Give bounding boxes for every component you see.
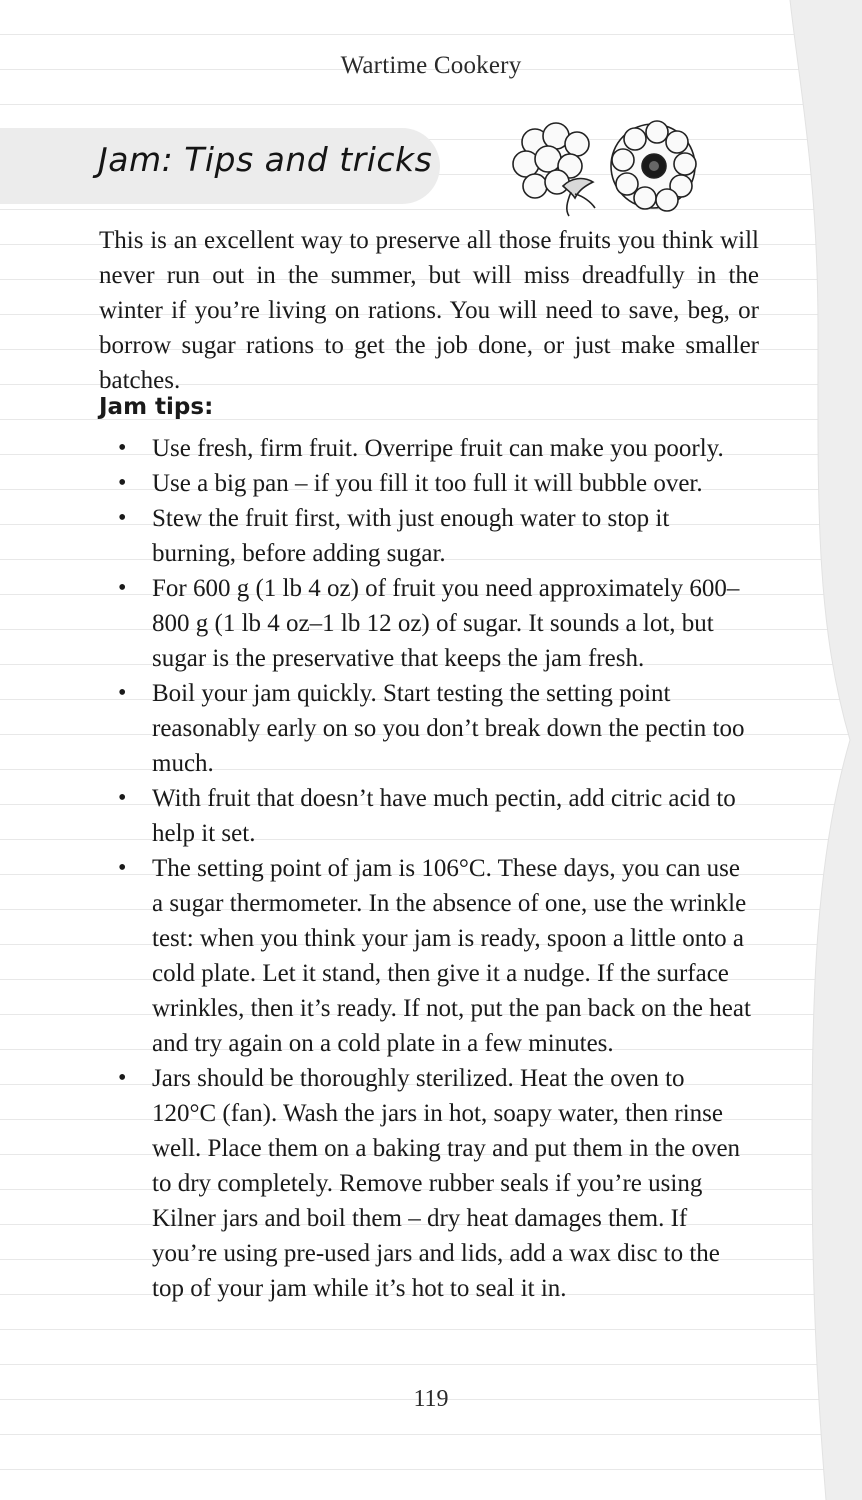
bullet-icon: • — [118, 785, 127, 811]
tip-text: Jars should be thoroughly sterilized. Heat the oven to 120°C (fan). Wash the jars in hot, soapy water, then rinse well. Place them on a baking tray and put them in the oven to dry completely. Remove rubber seals if you’re using Kilner jars and boil them – dry heat damages them. If you’re using pre-used jars and lids, add a wax disc to the top of your jam while it’s hot to seal it in. — [152, 1065, 741, 1302]
tip-item — [99, 571, 754, 676]
bullet-icon: • — [118, 505, 127, 531]
tip-item — [99, 501, 754, 571]
section-heading: Jam tips: — [99, 394, 214, 420]
raspberry-illustration-icon — [505, 114, 700, 218]
intro-paragraph: This is an excellent way to preserve all those fruits you think will never run out in the summer, but will miss dreadfully in the winter if you’re living on rations. You will need to save, beg, or borrow sugar rations to get the job done, or just make smaller batches. — [99, 227, 759, 394]
tip-text: Stew the fruit first, with just enough water to stop it burning, before adding sugar. — [152, 505, 670, 567]
running-header: Wartime Cookery — [340, 52, 522, 79]
tip-text: Boil your jam quickly. Start testing the setting point reasonably early on so you don’t break down the pectin too much. — [152, 680, 745, 777]
page-title: Jam: Tips and tricks — [98, 140, 433, 179]
bullet-icon: • — [118, 680, 127, 706]
tip-item — [99, 676, 754, 781]
page-number: 119 — [413, 1386, 449, 1412]
tip-text: Use fresh, firm fruit. Overripe fruit can make you poorly. — [152, 435, 724, 462]
bullet-icon: • — [118, 855, 127, 881]
tips-list — [99, 431, 754, 1306]
tip-text: With fruit that doesn’t have much pectin, add citric acid to help it set. — [152, 785, 736, 847]
bullet-icon: • — [118, 435, 127, 461]
bullet-icon: • — [118, 470, 127, 496]
tip-text: The setting point of jam is 106°C. These days, you can use a sugar thermometer. In the absence of one, use the wrinkle test: when you think your jam is ready, spoon a little onto a cold plate. Let it stand, then give it a nudge. If the surface wrinkles, then it’s ready. If not, put the pan back on the heat and try again on a cold plate in a few minutes. — [152, 855, 751, 1057]
tip-item — [99, 1061, 754, 1306]
tip-text: For 600 g (1 lb 4 oz) of fruit you need approximately 600–800 g (1 lb 4 oz–1 lb 12 oz) of sugar. It sounds a lot, but sugar is the preservative that keeps the jam fresh. — [152, 575, 740, 672]
tip-item — [99, 781, 754, 851]
bullet-icon: • — [118, 1065, 127, 1091]
bullet-icon: • — [118, 575, 127, 601]
tip-item — [99, 851, 754, 1061]
tip-item — [99, 466, 754, 501]
tip-item — [99, 431, 754, 466]
tip-text: Use a big pan – if you fill it too full it will bubble over. — [152, 470, 703, 497]
